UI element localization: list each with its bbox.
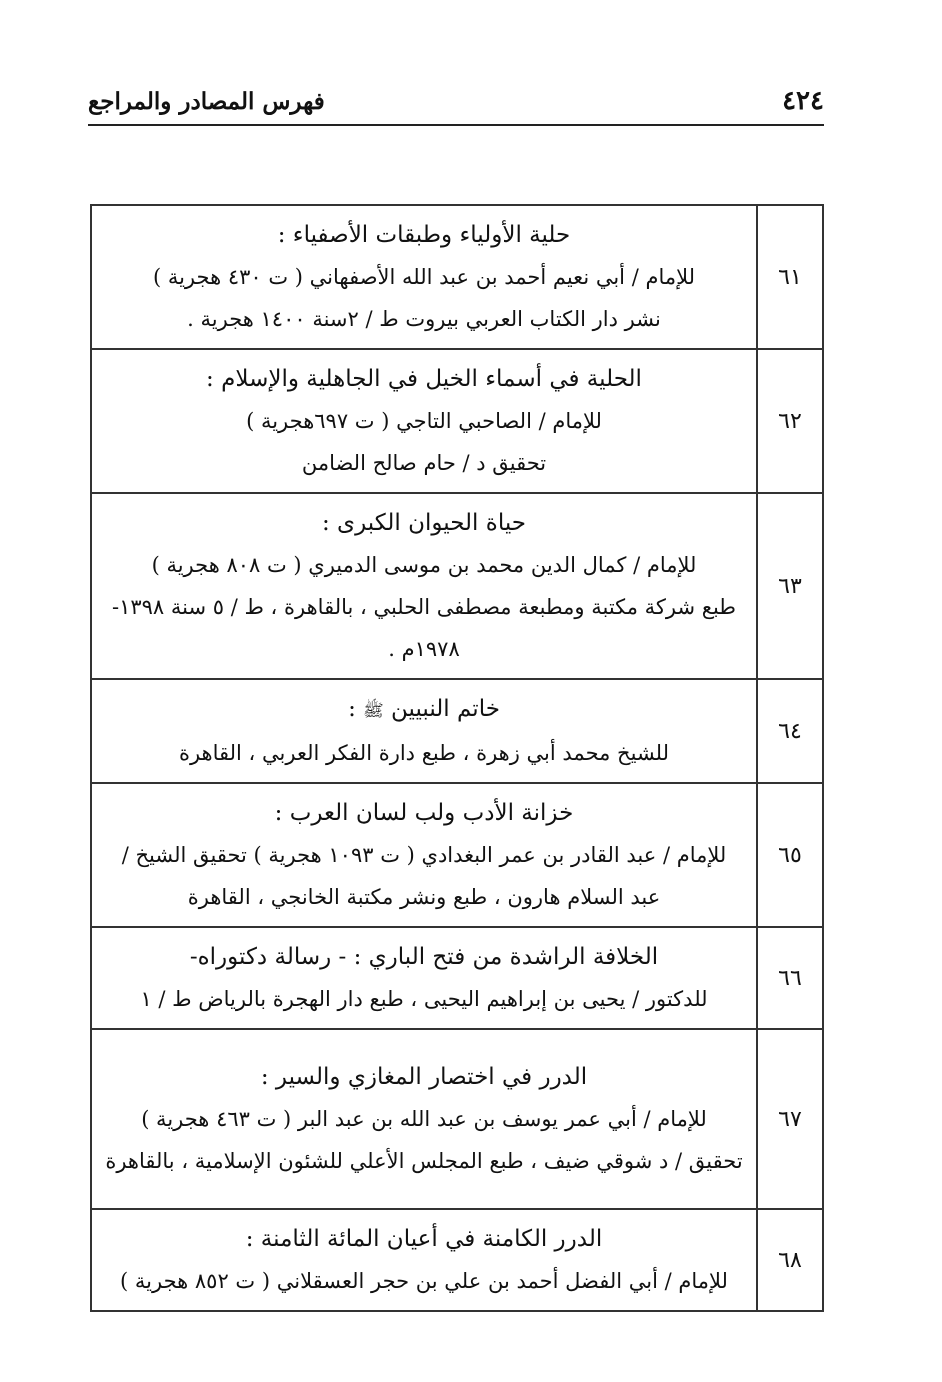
entry-title: حلية الأولياء وطبقات الأصفياء : — [277, 222, 571, 248]
references-table — [90, 204, 824, 1312]
entry-content — [91, 927, 757, 1029]
entry-number: ٦٧ — [757, 1029, 823, 1209]
entry-number: ٦٦ — [757, 927, 823, 1029]
entry-number: ٦٢ — [757, 349, 823, 493]
entry-content — [91, 783, 757, 927]
table-row — [91, 205, 823, 349]
entry-content — [91, 679, 757, 783]
page-number: ٤٢٤ — [782, 86, 824, 116]
entry-title-suffix: : — [348, 696, 364, 722]
entry-number: ٦٤ — [757, 679, 823, 783]
entry-content — [91, 1209, 757, 1311]
entry-title: الدرر الكامنة في أعيان المائة الثامنة : — [245, 1226, 603, 1252]
entry-line: للإمام / أبي نعيم أحمد بن عبد الله الأصفهاني ( ت ٤٣٠ هجرية ) — [152, 265, 696, 289]
header-rule — [88, 124, 824, 126]
table-row — [91, 927, 823, 1029]
entry-number: ٦٨ — [757, 1209, 823, 1311]
entry-content — [91, 349, 757, 493]
entry-title: حياة الحيوان الكبرى : — [322, 510, 526, 536]
entry-content — [91, 1029, 757, 1209]
entry-title: الخلافة الراشدة من فتح الباري : - رسالة دكتوراه- — [189, 944, 659, 970]
entry-line: للإمام / عبد القادر بن عمر البغدادي ( ت ١٠٩٣ هجرية ) تحقيق الشيخ / — [121, 843, 727, 867]
entry-number: ٦١ — [757, 205, 823, 349]
entry-content — [91, 205, 757, 349]
entry-line: طبع شركة مكتبة ومطبعة مصطفى الحلبي ، بالقاهرة ، ط / ٥ سنة ١٣٩٨- ١٩٧٨م . — [111, 595, 737, 661]
entry-line: للدكتور / يحيى بن إبراهيم اليحيى ، طبع دار الهجرة بالرياض ط / ١ — [140, 987, 708, 1011]
table-row — [91, 679, 823, 783]
entry-title — [104, 688, 744, 732]
entry-content — [91, 493, 757, 679]
entry-title: خزانة الأدب ولب لسان العرب : — [274, 800, 574, 826]
entry-line: للإمام / الصاحبي التاجي ( ت ٦٩٧هجرية ) — [246, 409, 602, 433]
table-row — [91, 349, 823, 493]
entry-line: عبد السلام هارون ، طبع ونشر مكتبة الخانجي ، القاهرة — [187, 885, 661, 909]
entry-line: للشيخ محمد أبي زهرة ، طبع دارة الفكر العربي ، القاهرة — [178, 741, 670, 765]
entry-title: الحلية في أسماء الخيل في الجاهلية والإسلام : — [206, 366, 642, 392]
entry-line: للإمام / أبي عمر يوسف بن عبد الله بن عبد البر ( ت ٤٦٣ هجرية ) — [141, 1107, 707, 1131]
table-row — [91, 1209, 823, 1311]
entry-number: ٦٥ — [757, 783, 823, 927]
running-title: فهرس المصادر والمراجع — [88, 88, 325, 115]
entry-line: نشر دار الكتاب العربي بيروت ط / ٢سنة ١٤٠٠ هجرية . — [187, 307, 661, 331]
entry-line: للإمام / كمال الدين محمد بن موسى الدميري ( ت ٨٠٨ هجرية ) — [151, 553, 697, 577]
table-row — [91, 1029, 823, 1209]
entry-number: ٦٣ — [757, 493, 823, 679]
entry-title-text: خاتم النبيين — [391, 696, 500, 722]
entry-line: للإمام / أبي الفضل أحمد بن علي بن حجر العسقلاني ( ت ٨٥٢ هجرية ) — [120, 1269, 728, 1293]
salutation-symbol-icon: ﷺ — [363, 701, 384, 721]
table-row — [91, 493, 823, 679]
entry-title: الدرر في اختصار المغازي والسير : — [260, 1064, 588, 1090]
page-header — [88, 86, 824, 126]
entry-line: تحقيق د / حام صالح الضامن — [301, 451, 547, 475]
entry-line: تحقيق / د شوقي ضيف ، طبع المجلس الأعلي للشئون الإسلامية ، بالقاهرة — [105, 1149, 743, 1173]
table-row — [91, 783, 823, 927]
